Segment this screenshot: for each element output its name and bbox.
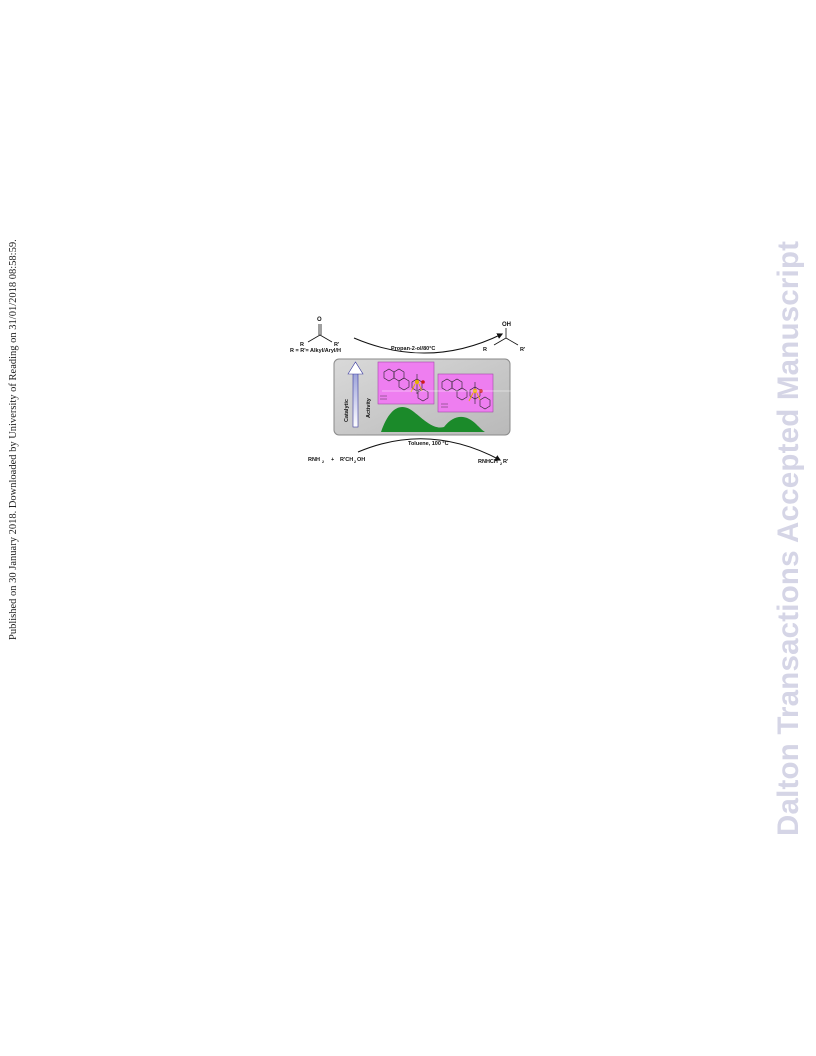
publication-note-text: Published on 30 January 2018. Downloaded by University of Reading on 31/01/2018 08:58:59. xyxy=(8,239,19,640)
activity-label: Activity xyxy=(366,398,372,418)
graphical-abstract xyxy=(284,312,536,472)
alcohol-reactant-end: OH xyxy=(357,457,366,463)
alcohol-r-label: R xyxy=(483,347,487,353)
amine-subscript: 2 xyxy=(322,460,325,464)
ketone-structure xyxy=(290,317,341,354)
bottom-reaction-conditions: Toluene, 100 °C xyxy=(408,441,449,447)
alcohol-r2-label: R' xyxy=(520,347,526,353)
watermark-text: Dalton Transactions Accepted Manuscript xyxy=(772,240,805,836)
top-reaction-conditions: Propan-2-ol/80°C xyxy=(391,346,436,352)
ketone-r2-label: R' xyxy=(334,342,340,348)
alcohol-reactant: R'CH xyxy=(340,457,354,463)
catalyst-panel xyxy=(334,359,530,435)
alcohol-oh-label: OH xyxy=(502,322,511,328)
substituent-definition: R = R'= Alkyl/Aryl/H xyxy=(290,348,341,354)
complex-structure-2 xyxy=(438,374,493,412)
alcohol-structure xyxy=(483,322,526,353)
amine-reactant: RNH xyxy=(308,457,320,463)
plus-sign: + xyxy=(331,457,335,463)
amine-alcohol-reactants xyxy=(308,457,365,464)
product-main: RNHCH xyxy=(478,459,498,465)
complex-structure-1 xyxy=(378,362,434,404)
publication-side-note xyxy=(6,234,22,644)
journal-watermark xyxy=(770,216,806,840)
catalytic-label: Catalytic xyxy=(344,399,350,422)
ketone-r-label: R xyxy=(300,342,304,348)
alcohol-subscript: 2 xyxy=(354,460,357,464)
product-subscript: 2 xyxy=(500,462,503,466)
amine-product xyxy=(478,459,509,466)
product-end: R' xyxy=(503,459,509,465)
ketone-oxygen-label: O xyxy=(317,317,322,323)
